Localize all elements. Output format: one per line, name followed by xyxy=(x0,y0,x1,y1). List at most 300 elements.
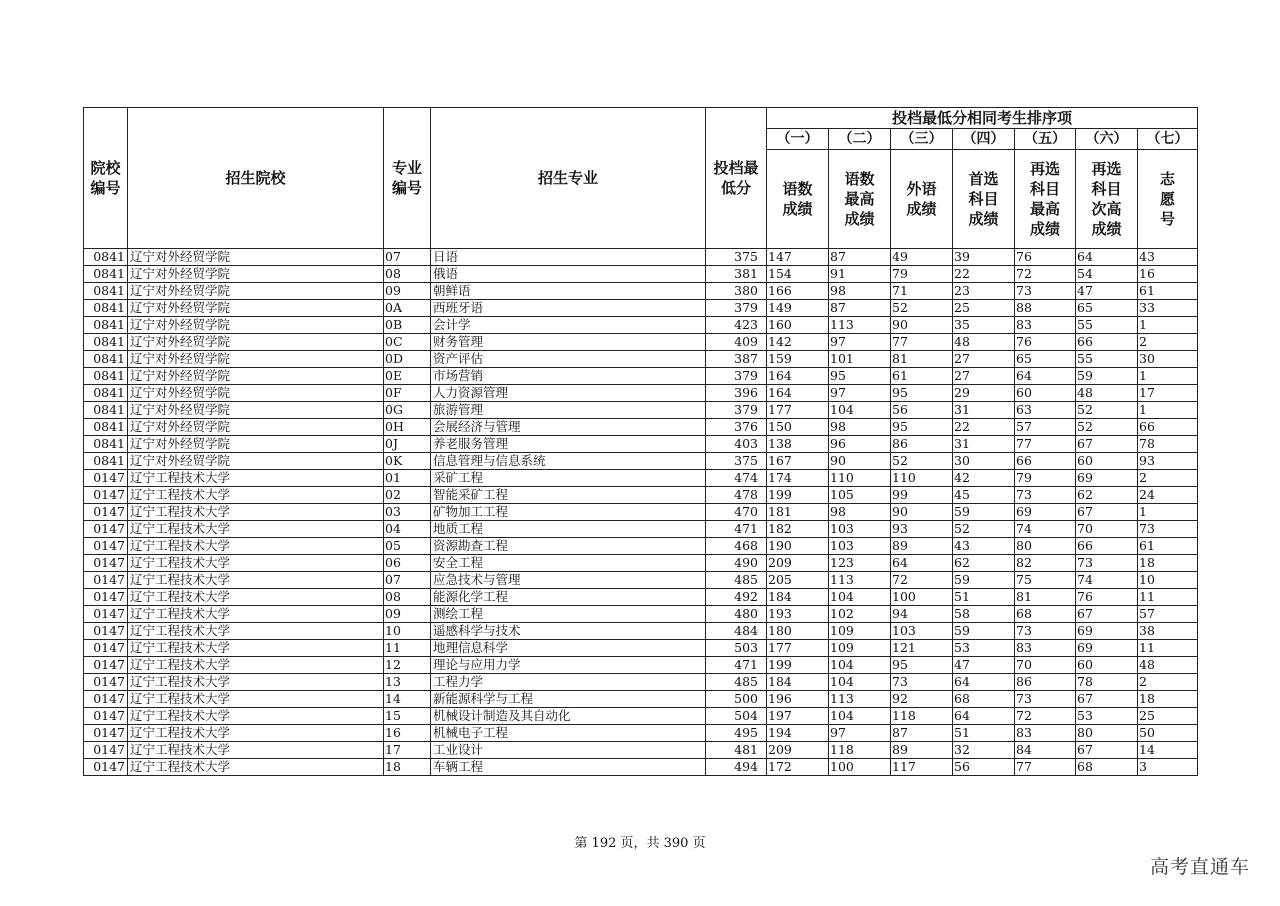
major-name-cell: 智能采矿工程 xyxy=(431,487,706,504)
major-name-cell: 资源勘查工程 xyxy=(431,538,706,555)
header-min-score: 投档最低分 xyxy=(706,108,767,249)
tie2-cell: 100 xyxy=(829,759,891,776)
tie3-cell: 64 xyxy=(891,555,953,572)
school-code-cell: 0841 xyxy=(84,266,128,283)
tie7-cell: 11 xyxy=(1138,589,1198,606)
tie4-cell: 52 xyxy=(953,521,1015,538)
school-code-cell: 0841 xyxy=(84,283,128,300)
tie6-cell: 78 xyxy=(1076,674,1138,691)
tie6-cell: 54 xyxy=(1076,266,1138,283)
school-code-cell: 0147 xyxy=(84,572,128,589)
tie1-cell: 190 xyxy=(767,538,829,555)
tie5-cell: 76 xyxy=(1015,249,1076,266)
table-row xyxy=(84,351,1198,368)
school-code-cell: 0841 xyxy=(84,249,128,266)
tie3-cell: 77 xyxy=(891,334,953,351)
major-name-cell: 测绘工程 xyxy=(431,606,706,623)
tie2-cell: 118 xyxy=(829,742,891,759)
tie-item-number: （一） xyxy=(767,129,829,150)
tie4-cell: 27 xyxy=(953,368,1015,385)
tie4-cell: 59 xyxy=(953,572,1015,589)
school-code-cell: 0841 xyxy=(84,402,128,419)
tie5-cell: 74 xyxy=(1015,521,1076,538)
tie4-cell: 30 xyxy=(953,453,1015,470)
school-name-cell: 辽宁工程技术大学 xyxy=(128,470,384,487)
tie6-cell: 67 xyxy=(1076,691,1138,708)
min-score-cell: 484 xyxy=(706,623,767,640)
tie2-cell: 105 xyxy=(829,487,891,504)
tie4-cell: 42 xyxy=(953,470,1015,487)
min-score-cell: 504 xyxy=(706,708,767,725)
tie3-cell: 86 xyxy=(891,436,953,453)
tie5-cell: 70 xyxy=(1015,657,1076,674)
table-row xyxy=(84,708,1198,725)
tie6-cell: 60 xyxy=(1076,453,1138,470)
major-name-cell: 采矿工程 xyxy=(431,470,706,487)
tie5-cell: 60 xyxy=(1015,385,1076,402)
school-name-cell: 辽宁工程技术大学 xyxy=(128,521,384,538)
school-name-cell: 辽宁工程技术大学 xyxy=(128,623,384,640)
min-score-cell: 485 xyxy=(706,572,767,589)
tie3-cell: 79 xyxy=(891,266,953,283)
major-name-cell: 会展经济与管理 xyxy=(431,419,706,436)
major-code-cell: 05 xyxy=(384,538,431,555)
major-name-cell: 安全工程 xyxy=(431,555,706,572)
school-code-cell: 0147 xyxy=(84,691,128,708)
school-name-cell: 辽宁对外经贸学院 xyxy=(128,266,384,283)
tie5-cell: 82 xyxy=(1015,555,1076,572)
major-code-cell: 04 xyxy=(384,521,431,538)
tie1-cell: 194 xyxy=(767,725,829,742)
school-name-cell: 辽宁对外经贸学院 xyxy=(128,334,384,351)
school-name-cell: 辽宁对外经贸学院 xyxy=(128,419,384,436)
table-row xyxy=(84,504,1198,521)
school-name-cell: 辽宁对外经贸学院 xyxy=(128,402,384,419)
min-score-cell: 471 xyxy=(706,657,767,674)
school-name-cell: 辽宁工程技术大学 xyxy=(128,708,384,725)
tie2-cell: 98 xyxy=(829,283,891,300)
tie2-cell: 101 xyxy=(829,351,891,368)
school-name-cell: 辽宁工程技术大学 xyxy=(128,640,384,657)
major-name-cell: 工业设计 xyxy=(431,742,706,759)
tie1-cell: 193 xyxy=(767,606,829,623)
tie7-cell: 57 xyxy=(1138,606,1198,623)
tie3-cell: 93 xyxy=(891,521,953,538)
tie3-cell: 61 xyxy=(891,368,953,385)
tie1-cell: 184 xyxy=(767,589,829,606)
major-name-cell: 资产评估 xyxy=(431,351,706,368)
tie-item-label-text: 志愿号 xyxy=(1159,170,1175,228)
tie7-cell: 78 xyxy=(1138,436,1198,453)
major-name-cell: 工程力学 xyxy=(431,674,706,691)
tie1-cell: 166 xyxy=(767,283,829,300)
tie5-cell: 73 xyxy=(1015,623,1076,640)
school-name-cell: 辽宁对外经贸学院 xyxy=(128,283,384,300)
tie2-cell: 98 xyxy=(829,504,891,521)
tie-item-label xyxy=(829,150,891,249)
school-name-cell: 辽宁对外经贸学院 xyxy=(128,351,384,368)
min-score-cell: 379 xyxy=(706,402,767,419)
tie4-cell: 59 xyxy=(953,504,1015,521)
tie5-cell: 77 xyxy=(1015,759,1076,776)
tie1-cell: 197 xyxy=(767,708,829,725)
school-code-cell: 0147 xyxy=(84,606,128,623)
min-score-cell: 495 xyxy=(706,725,767,742)
tie4-cell: 64 xyxy=(953,708,1015,725)
table-row xyxy=(84,300,1198,317)
tie5-cell: 76 xyxy=(1015,334,1076,351)
tie3-cell: 81 xyxy=(891,351,953,368)
tie6-cell: 69 xyxy=(1076,640,1138,657)
tie1-cell: 160 xyxy=(767,317,829,334)
school-name-cell: 辽宁对外经贸学院 xyxy=(128,385,384,402)
tie4-cell: 51 xyxy=(953,589,1015,606)
tie6-cell: 80 xyxy=(1076,725,1138,742)
tie4-cell: 58 xyxy=(953,606,1015,623)
major-name-cell: 机械设计制造及其自动化 xyxy=(431,708,706,725)
header-school-code: 院校编号 xyxy=(84,108,128,249)
table-row xyxy=(84,640,1198,657)
tie3-cell: 87 xyxy=(891,725,953,742)
tie7-cell: 33 xyxy=(1138,300,1198,317)
tie2-cell: 95 xyxy=(829,368,891,385)
tie7-cell: 11 xyxy=(1138,640,1198,657)
tie4-cell: 22 xyxy=(953,419,1015,436)
tie-item-number: （二） xyxy=(829,129,891,150)
major-code-cell: 0E xyxy=(384,368,431,385)
tie4-cell: 51 xyxy=(953,725,1015,742)
major-name-cell: 日语 xyxy=(431,249,706,266)
school-name-cell: 辽宁工程技术大学 xyxy=(128,538,384,555)
school-name-cell: 辽宁对外经贸学院 xyxy=(128,453,384,470)
tie7-cell: 30 xyxy=(1138,351,1198,368)
tie5-cell: 73 xyxy=(1015,283,1076,300)
major-code-cell: 0A xyxy=(384,300,431,317)
school-name-cell: 辽宁工程技术大学 xyxy=(128,725,384,742)
tie4-cell: 43 xyxy=(953,538,1015,555)
tie2-cell: 110 xyxy=(829,470,891,487)
major-code-cell: 13 xyxy=(384,674,431,691)
tie2-cell: 97 xyxy=(829,385,891,402)
tie6-cell: 52 xyxy=(1076,419,1138,436)
table-row xyxy=(84,249,1198,266)
tie5-cell: 86 xyxy=(1015,674,1076,691)
tie5-cell: 75 xyxy=(1015,572,1076,589)
tie5-cell: 77 xyxy=(1015,436,1076,453)
min-score-cell: 375 xyxy=(706,249,767,266)
tie7-cell: 73 xyxy=(1138,521,1198,538)
tie7-cell: 93 xyxy=(1138,453,1198,470)
table-row xyxy=(84,368,1198,385)
tie6-cell: 67 xyxy=(1076,606,1138,623)
major-name-cell: 能源化学工程 xyxy=(431,589,706,606)
min-score-cell: 490 xyxy=(706,555,767,572)
tie7-cell: 48 xyxy=(1138,657,1198,674)
tie1-cell: 209 xyxy=(767,742,829,759)
tie4-cell: 23 xyxy=(953,283,1015,300)
major-name-cell: 会计学 xyxy=(431,317,706,334)
min-score-cell: 478 xyxy=(706,487,767,504)
tie1-cell: 164 xyxy=(767,385,829,402)
tie7-cell: 2 xyxy=(1138,334,1198,351)
tie3-cell: 95 xyxy=(891,657,953,674)
school-code-cell: 0147 xyxy=(84,708,128,725)
tie-item-label-text: 外语成绩 xyxy=(906,180,937,218)
tie4-cell: 39 xyxy=(953,249,1015,266)
tie5-cell: 83 xyxy=(1015,317,1076,334)
major-name-cell: 遥感科学与技术 xyxy=(431,623,706,640)
tie6-cell: 53 xyxy=(1076,708,1138,725)
tie3-cell: 90 xyxy=(891,504,953,521)
tie5-cell: 72 xyxy=(1015,708,1076,725)
major-name-cell: 旅游管理 xyxy=(431,402,706,419)
major-code-cell: 18 xyxy=(384,759,431,776)
tie1-cell: 150 xyxy=(767,419,829,436)
tie6-cell: 76 xyxy=(1076,589,1138,606)
tie1-cell: 177 xyxy=(767,640,829,657)
tie1-cell: 167 xyxy=(767,453,829,470)
tie5-cell: 88 xyxy=(1015,300,1076,317)
school-code-cell: 0147 xyxy=(84,470,128,487)
table-row xyxy=(84,419,1198,436)
tie6-cell: 62 xyxy=(1076,487,1138,504)
tie3-cell: 95 xyxy=(891,385,953,402)
tie1-cell: 182 xyxy=(767,521,829,538)
admission-table xyxy=(83,107,1198,776)
tie4-cell: 53 xyxy=(953,640,1015,657)
tie5-cell: 57 xyxy=(1015,419,1076,436)
school-name-cell: 辽宁工程技术大学 xyxy=(128,487,384,504)
tie1-cell: 147 xyxy=(767,249,829,266)
tie7-cell: 14 xyxy=(1138,742,1198,759)
tie7-cell: 25 xyxy=(1138,708,1198,725)
min-score-cell: 379 xyxy=(706,300,767,317)
table-row xyxy=(84,725,1198,742)
tie2-cell: 97 xyxy=(829,725,891,742)
tie1-cell: 149 xyxy=(767,300,829,317)
tie4-cell: 32 xyxy=(953,742,1015,759)
major-code-cell: 0K xyxy=(384,453,431,470)
tie-item-label-text: 语数成绩 xyxy=(782,180,813,218)
table-header xyxy=(84,108,1198,249)
school-code-cell: 0147 xyxy=(84,674,128,691)
min-score-cell: 500 xyxy=(706,691,767,708)
tie6-cell: 68 xyxy=(1076,759,1138,776)
tie5-cell: 73 xyxy=(1015,691,1076,708)
school-code-cell: 0147 xyxy=(84,538,128,555)
major-name-cell: 地质工程 xyxy=(431,521,706,538)
tie7-cell: 18 xyxy=(1138,691,1198,708)
min-score-cell: 409 xyxy=(706,334,767,351)
table-row xyxy=(84,538,1198,555)
tie2-cell: 113 xyxy=(829,317,891,334)
tie6-cell: 74 xyxy=(1076,572,1138,589)
min-score-cell: 380 xyxy=(706,283,767,300)
tie6-cell: 69 xyxy=(1076,470,1138,487)
tie6-cell: 48 xyxy=(1076,385,1138,402)
table-row xyxy=(84,657,1198,674)
major-code-cell: 02 xyxy=(384,487,431,504)
min-score-cell: 480 xyxy=(706,606,767,623)
major-code-cell: 15 xyxy=(384,708,431,725)
school-code-cell: 0147 xyxy=(84,742,128,759)
tie-item-label xyxy=(891,150,953,249)
min-score-cell: 474 xyxy=(706,470,767,487)
tie-item-label-text: 语数最高成绩 xyxy=(844,170,875,228)
school-code-cell: 0147 xyxy=(84,589,128,606)
school-code-cell: 0147 xyxy=(84,640,128,657)
table-row xyxy=(84,453,1198,470)
tie4-cell: 27 xyxy=(953,351,1015,368)
major-name-cell: 矿物加工工程 xyxy=(431,504,706,521)
min-score-cell: 396 xyxy=(706,385,767,402)
major-code-cell: 06 xyxy=(384,555,431,572)
tie2-cell: 113 xyxy=(829,691,891,708)
table-row xyxy=(84,334,1198,351)
tie-item-label xyxy=(767,150,829,249)
tie3-cell: 103 xyxy=(891,623,953,640)
table-row xyxy=(84,470,1198,487)
tie3-cell: 94 xyxy=(891,606,953,623)
major-name-cell: 财务管理 xyxy=(431,334,706,351)
tie7-cell: 1 xyxy=(1138,368,1198,385)
school-code-cell: 0147 xyxy=(84,725,128,742)
major-code-cell: 17 xyxy=(384,742,431,759)
min-score-cell: 387 xyxy=(706,351,767,368)
tie2-cell: 87 xyxy=(829,249,891,266)
tie4-cell: 22 xyxy=(953,266,1015,283)
school-name-cell: 辽宁对外经贸学院 xyxy=(128,368,384,385)
school-code-cell: 0841 xyxy=(84,453,128,470)
major-code-cell: 0H xyxy=(384,419,431,436)
tie-item-number: （六） xyxy=(1076,129,1138,150)
min-score-cell: 375 xyxy=(706,453,767,470)
tie6-cell: 52 xyxy=(1076,402,1138,419)
tie1-cell: 142 xyxy=(767,334,829,351)
tie3-cell: 121 xyxy=(891,640,953,657)
tie7-cell: 2 xyxy=(1138,470,1198,487)
table-row xyxy=(84,589,1198,606)
tie5-cell: 81 xyxy=(1015,589,1076,606)
tie5-cell: 80 xyxy=(1015,538,1076,555)
tie1-cell: 164 xyxy=(767,368,829,385)
tie6-cell: 73 xyxy=(1076,555,1138,572)
tie1-cell: 209 xyxy=(767,555,829,572)
tie3-cell: 89 xyxy=(891,538,953,555)
school-code-cell: 0147 xyxy=(84,555,128,572)
tie6-cell: 64 xyxy=(1076,249,1138,266)
header-school-name: 招生院校 xyxy=(128,108,384,249)
school-name-cell: 辽宁对外经贸学院 xyxy=(128,300,384,317)
tie2-cell: 97 xyxy=(829,334,891,351)
tie3-cell: 73 xyxy=(891,674,953,691)
tie5-cell: 65 xyxy=(1015,351,1076,368)
tie1-cell: 199 xyxy=(767,657,829,674)
major-code-cell: 09 xyxy=(384,283,431,300)
major-code-cell: 0J xyxy=(384,436,431,453)
min-score-cell: 381 xyxy=(706,266,767,283)
tie6-cell: 59 xyxy=(1076,368,1138,385)
table-row xyxy=(84,487,1198,504)
tie7-cell: 24 xyxy=(1138,487,1198,504)
major-name-cell: 地理信息科学 xyxy=(431,640,706,657)
major-name-cell: 西班牙语 xyxy=(431,300,706,317)
tie7-cell: 2 xyxy=(1138,674,1198,691)
tie5-cell: 83 xyxy=(1015,640,1076,657)
min-score-cell: 485 xyxy=(706,674,767,691)
school-code-cell: 0147 xyxy=(84,657,128,674)
tie1-cell: 199 xyxy=(767,487,829,504)
school-name-cell: 辽宁工程技术大学 xyxy=(128,504,384,521)
school-code-cell: 0147 xyxy=(84,521,128,538)
tie5-cell: 64 xyxy=(1015,368,1076,385)
tie6-cell: 65 xyxy=(1076,300,1138,317)
tie2-cell: 104 xyxy=(829,674,891,691)
tie5-cell: 84 xyxy=(1015,742,1076,759)
tie2-cell: 104 xyxy=(829,589,891,606)
major-code-cell: 10 xyxy=(384,623,431,640)
major-code-cell: 0G xyxy=(384,402,431,419)
school-code-cell: 0147 xyxy=(84,504,128,521)
tie7-cell: 66 xyxy=(1138,419,1198,436)
min-score-cell: 470 xyxy=(706,504,767,521)
tie1-cell: 205 xyxy=(767,572,829,589)
tie7-cell: 1 xyxy=(1138,317,1198,334)
school-code-cell: 0841 xyxy=(84,419,128,436)
tie4-cell: 47 xyxy=(953,657,1015,674)
school-name-cell: 辽宁工程技术大学 xyxy=(128,606,384,623)
table-row xyxy=(84,521,1198,538)
major-code-cell: 08 xyxy=(384,589,431,606)
tie6-cell: 69 xyxy=(1076,623,1138,640)
tie4-cell: 29 xyxy=(953,385,1015,402)
tie1-cell: 177 xyxy=(767,402,829,419)
tie1-cell: 138 xyxy=(767,436,829,453)
tie5-cell: 79 xyxy=(1015,470,1076,487)
school-name-cell: 辽宁工程技术大学 xyxy=(128,674,384,691)
major-name-cell: 养老服务管理 xyxy=(431,436,706,453)
tie6-cell: 67 xyxy=(1076,436,1138,453)
table-row xyxy=(84,674,1198,691)
school-code-cell: 0147 xyxy=(84,623,128,640)
major-code-cell: 09 xyxy=(384,606,431,623)
tie3-cell: 52 xyxy=(891,453,953,470)
tie4-cell: 25 xyxy=(953,300,1015,317)
tie-item-number: （五） xyxy=(1015,129,1076,150)
school-name-cell: 辽宁工程技术大学 xyxy=(128,742,384,759)
tie-item-label-text: 再选科目最高成绩 xyxy=(1029,160,1060,238)
major-code-cell: 0D xyxy=(384,351,431,368)
school-name-cell: 辽宁对外经贸学院 xyxy=(128,436,384,453)
major-name-cell: 信息管理与信息系统 xyxy=(431,453,706,470)
table-row xyxy=(84,742,1198,759)
table-row xyxy=(84,385,1198,402)
tie3-cell: 90 xyxy=(891,317,953,334)
tie2-cell: 123 xyxy=(829,555,891,572)
school-code-cell: 0841 xyxy=(84,334,128,351)
min-score-cell: 423 xyxy=(706,317,767,334)
school-name-cell: 辽宁对外经贸学院 xyxy=(128,249,384,266)
table-row xyxy=(84,572,1198,589)
tie1-cell: 184 xyxy=(767,674,829,691)
tie2-cell: 87 xyxy=(829,300,891,317)
tie1-cell: 196 xyxy=(767,691,829,708)
tie1-cell: 154 xyxy=(767,266,829,283)
school-name-cell: 辽宁对外经贸学院 xyxy=(128,317,384,334)
tie2-cell: 104 xyxy=(829,402,891,419)
tie5-cell: 66 xyxy=(1015,453,1076,470)
tie-item-label-text: 首选科目成绩 xyxy=(968,170,999,228)
